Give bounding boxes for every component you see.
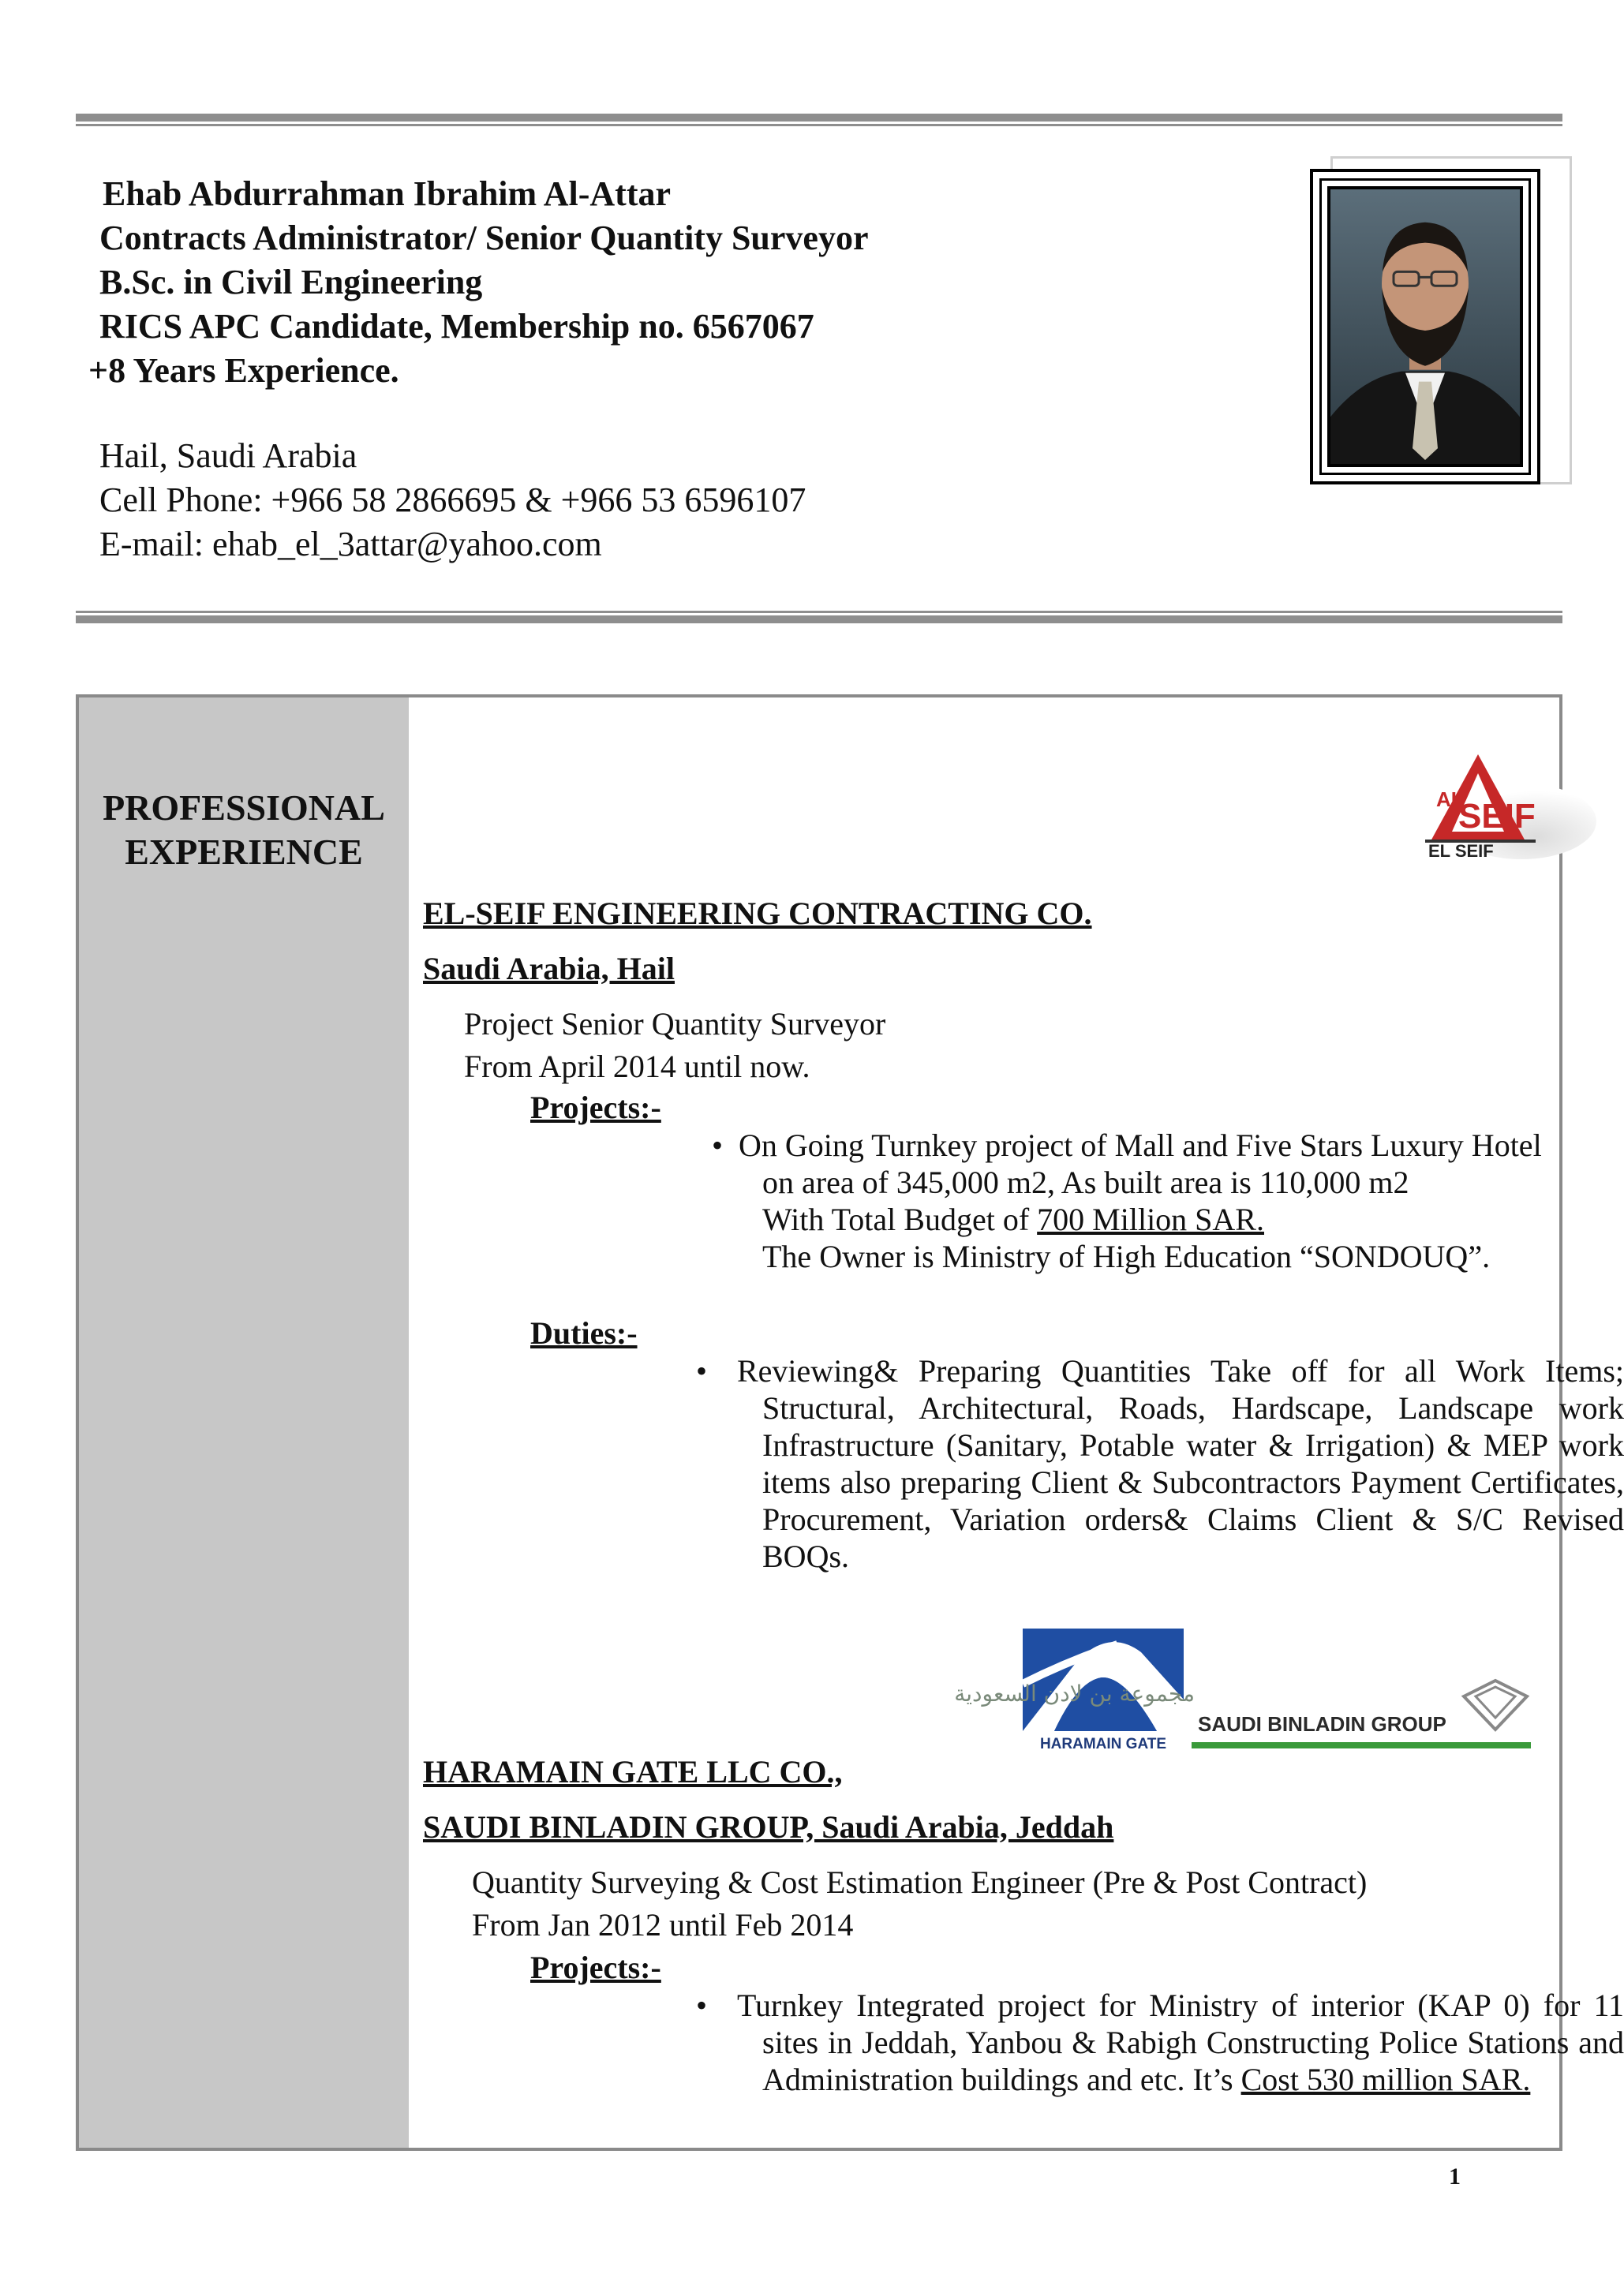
svg-text:SAUDI BINLADIN GROUP: SAUDI BINLADIN GROUP [1198, 1712, 1446, 1736]
job2-period: From Jan 2012 until Feb 2014 [472, 1907, 854, 1943]
job1-project-line3: With Total Budget of 700 Million SAR. [762, 1202, 1264, 1237]
section-sidebar [79, 697, 409, 2148]
candidate-rics: RICS APC Candidate, Membership no. 6567067 [99, 307, 814, 346]
job2-projects-label: Projects:- [530, 1950, 661, 1985]
svg-text:EL SEIF: EL SEIF [1428, 841, 1494, 861]
candidate-title: Contracts Administrator/ Senior Quantity Surveyor [99, 219, 869, 257]
job1-duties: • Reviewing& Preparing Quantities Take off for all Work Items; Structural, Architectural, Roads, Hardscape, Landscape work Infrastructure (Sanitary, Potable water & Irrigation) & MEP work items also preparing Client & Subcontractors Payment Certificates, Procurement, Variation orders& Claims Client & S/C Revised BOQs. [696, 1353, 1624, 1574]
job2-role: Quantity Surveying & Cost Estimation Engineer (Pre & Post Contract) [472, 1864, 1368, 1900]
header-top-rule [76, 114, 1562, 126]
job1-period: From April 2014 until now. [464, 1049, 810, 1084]
page-number: 1 [1449, 2163, 1461, 2190]
svg-text:HARAMAIN GATE: HARAMAIN GATE [1039, 1736, 1167, 1752]
job1-company: EL-SEIF ENGINEERING CONTRACTING CO. [423, 896, 1092, 931]
job2-project: • Turnkey Integrated project for Ministry of interior (KAP 0) for 11 sites in Jeddah, Yanbou & Rabigh Constructing Police Stations and Administration buildings and etc. It’s Cost 530 million SAR. [696, 1988, 1624, 2097]
job1-project-line4: The Owner is Ministry of High Education “SONDOUQ”. [762, 1239, 1491, 1274]
job1-project-line1: • On Going Turnkey project of Mall and Five Stars Luxury Hotel [712, 1128, 1542, 1163]
bullet-icon: • [712, 1128, 724, 1163]
svg-text:مجموعة بن لادن السعودية: مجموعة بن لادن السعودية [954, 1681, 1195, 1707]
candidate-degree: B.Sc. in Civil Engineering [99, 263, 483, 301]
elseif-logo-icon [1403, 746, 1600, 865]
job2-location: SAUDI BINLADIN GROUP, Saudi Arabia, Jeddah [423, 1809, 1114, 1845]
section-content [409, 697, 1624, 2148]
job1-role: Project Senior Quantity Surveyor [464, 1006, 886, 1042]
candidate-name: Ehab Abdurrahman Ibrahim Al-Attar [103, 174, 672, 213]
candidate-email: E-mail: ehab_el_3attar@yahoo.com [99, 525, 602, 563]
profile-photo [1310, 169, 1540, 484]
candidate-phone: Cell Phone: +966 58 2866695 & +966 53 6596107 [99, 481, 806, 519]
section-title: PROFESSIONAL EXPERIENCE [103, 787, 385, 872]
header-bottom-rule [76, 611, 1562, 623]
job1-projects-label: Projects:- [530, 1090, 661, 1125]
experience-section [76, 694, 1624, 2151]
job1-location: Saudi Arabia, Hail [423, 951, 675, 986]
candidate-location: Hail, Saudi Arabia [99, 436, 357, 475]
candidate-experience: +8 Years Experience. [88, 351, 399, 390]
job2-company: HARAMAIN GATE LLC CO., [423, 1754, 843, 1789]
job1-duties-label: Duties:- [530, 1315, 638, 1351]
job1-project-line2: on area of 345,000 m2, As built area is 110,000 m2 [762, 1165, 1409, 1200]
svg-text:AL: AL [1436, 787, 1464, 811]
portrait-icon [1330, 189, 1520, 464]
svg-text:SEIF: SEIF [1458, 797, 1536, 836]
